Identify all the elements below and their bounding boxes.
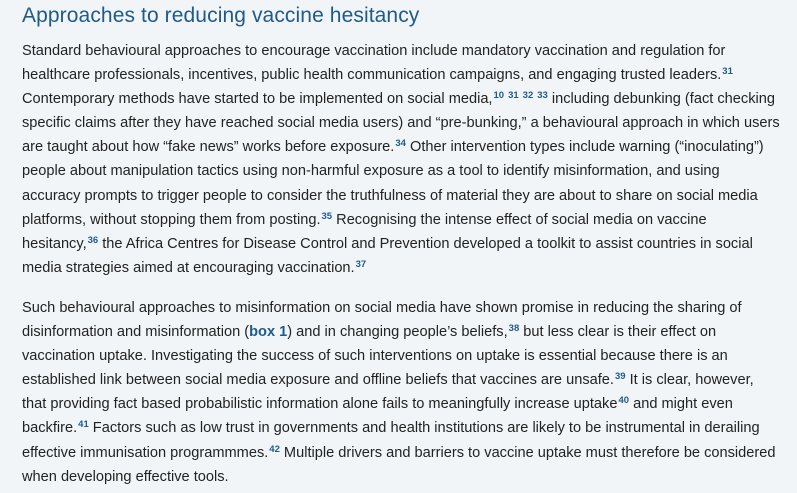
p1-sentence-2: Contemporary methods have started to be implemented on social media, [22,91,493,108]
box-1-link[interactable]: box 1 [249,324,288,341]
p1-sentence-3: including debunking (fact checking specific claims after they have reached social media users) and “pre-bunking,” a behavioural approach in which users are taught about how “fake news” works before exposure. [22,91,780,156]
p1-sentence-6: the Africa Centres for Disease Control and Prevention developed a toolkit to assist countries in social media strategies aimed at encouraging vaccination. [22,235,753,276]
p2-sentence-2: ) and in changing people’s beliefs, [287,324,508,341]
p1-sentence-5: Recognising the intense effect of social media on vaccine hesitancy, [22,211,707,252]
paragraph-1 [22,39,781,280]
p1-sentence-4: Other intervention types include warning (“inoculating”) people about manipulation tactics using non-harmful exposure as a tool to identify misinformation, and using accuracy prompts to trigger people to consider the truthfulness of material they are about to share on social media platforms, without stopping them from posting. [22,139,764,228]
citation-42[interactable]: 42 [269,443,280,455]
citation-10[interactable]: 10 [493,90,505,102]
citation-31[interactable]: 31 [722,66,733,78]
citation-39[interactable]: 39 [614,371,626,383]
paragraph-2 [22,296,781,489]
citation-33[interactable]: 33 [537,90,548,102]
citation-38[interactable]: 38 [508,323,520,335]
citation-37[interactable]: 37 [355,258,367,270]
p2-sentence-7: Multiple drivers and barriers to vaccine uptake must therefore be considered when developing effective tools. [22,444,776,485]
p1-sentence-1: Standard behavioural approaches to encourage vaccination include mandatory vaccination and regulation for healthcare professionals, incentives, public health communication campaigns, and engaging trusted leaders. [22,43,726,84]
p2-sentence-1: Such behavioural approaches to misinformation on social media have shown promise in reducing the sharing of disinformation and misinformation ( [22,299,742,341]
citation-36[interactable]: 36 [87,234,99,246]
p2-sentence-6: Factors such as low trust in governments and health institutions are likely to be instrumental in derailing effective immunisation programmmes. [22,420,760,461]
citation-34[interactable]: 34 [395,138,406,150]
citation-41[interactable]: 41 [78,419,89,431]
citation-35[interactable]: 35 [321,210,333,222]
p2-sentence-5: and might even backfire. [22,396,733,437]
p2-sentence-4: It is clear, however, that providing fact based probabilistic information alone fails to meaningfully increase uptake [22,372,754,413]
citation-31[interactable]: 31 [508,90,519,102]
citation-32[interactable]: 32 [522,90,534,102]
citation-40[interactable]: 40 [618,395,630,407]
section-heading: Approaches to reducing vaccine hesitancy [22,4,420,27]
p2-sentence-3: but less clear is their effect on vaccination uptake. Investigating the success of such interventions on uptake is essential because there is an established link between social media exposure and offline beliefs that vaccines are unsafe. [22,324,728,389]
